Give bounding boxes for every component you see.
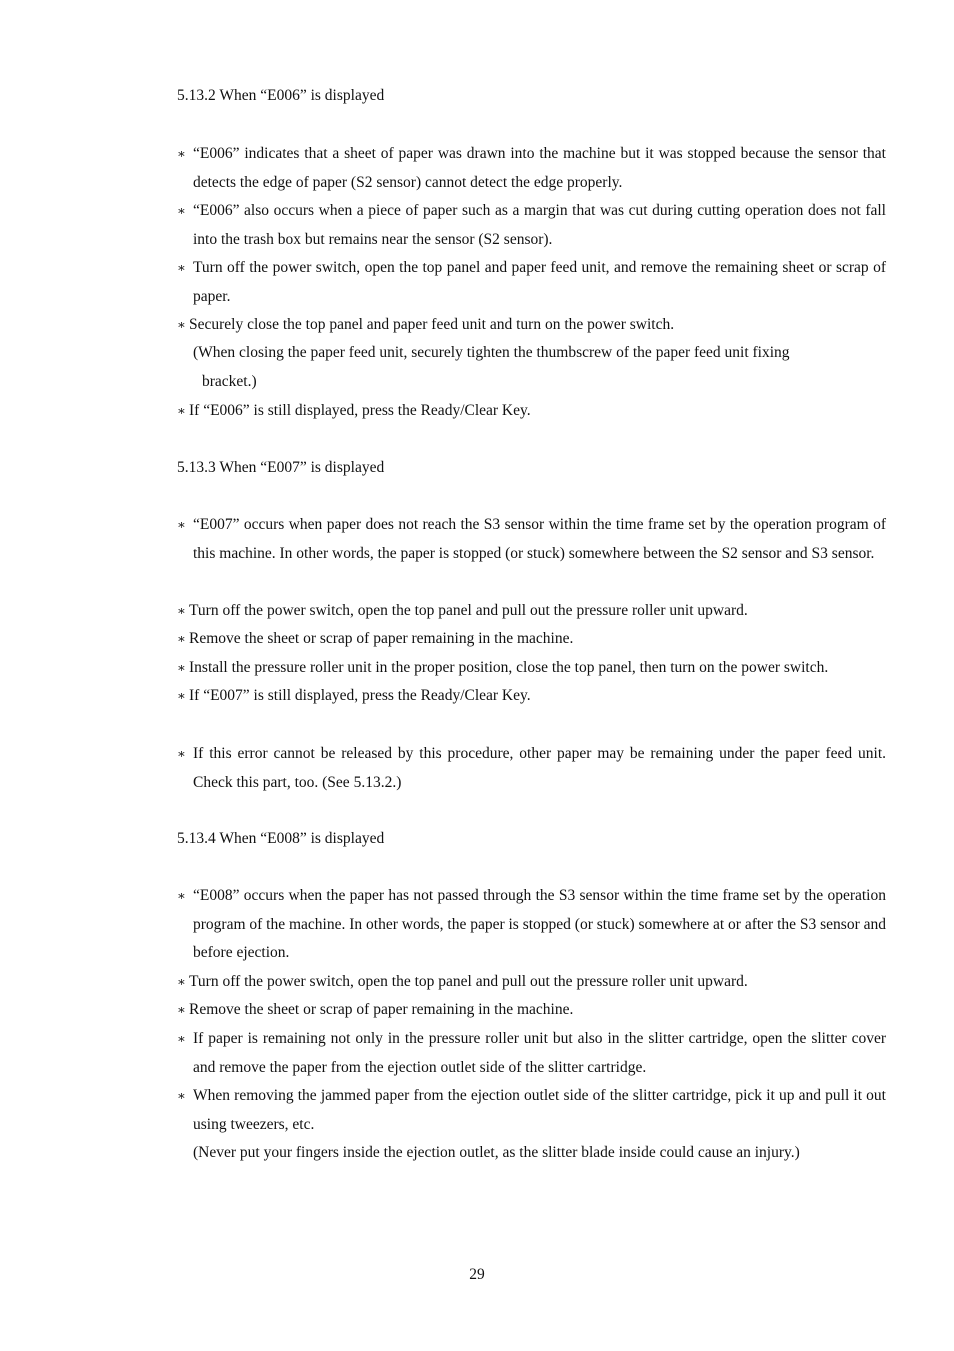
bullet-icon: ∗: [177, 746, 186, 761]
bullet-icon: ∗: [177, 888, 186, 903]
list-item-text: If this error cannot be released by this procedure, other paper may be remaining under the paper feed unit. Check this part, too. (See 5.13.2.): [193, 745, 886, 791]
list-item-text: “E008” occurs when the paper has not passed through the S3 sensor within the time frame set by the operation program of the machine. In other words, the paper is stopped (or stuck) somewhere at or after the S3 sensor and before ejection.: [193, 887, 886, 961]
list-item: [177, 197, 886, 254]
list-item: [177, 654, 886, 683]
bullet-icon: ∗: [177, 631, 186, 646]
note-line: (When closing the paper feed unit, securely tighten the thumbscrew of the paper feed unit fixing: [193, 344, 790, 361]
list-item-text: Turn off the power switch, open the top panel and pull out the pressure roller unit upward.: [189, 602, 748, 619]
bullet-icon: ∗: [177, 1031, 186, 1046]
list-item: [177, 1025, 886, 1082]
list-item: [177, 140, 886, 197]
bullet-icon: ∗: [177, 660, 186, 675]
section-heading-e008: 5.13.4 When “E008” is displayed: [177, 830, 385, 847]
list-item-text: Turn off the power switch, open the top panel and pull out the pressure roller unit upward.: [189, 973, 748, 990]
list-item-text: Remove the sheet or scrap of paper remaining in the machine.: [189, 630, 574, 647]
list-item: [177, 511, 886, 568]
list-item-text: “E007” occurs when paper does not reach the S3 sensor within the time frame set by the operation program of this machine. In other words, the paper is stopped (or stuck) somewhere between the S2 sensor and S3 sensor.: [193, 516, 886, 562]
bullet-icon: ∗: [177, 517, 186, 532]
list-item: [177, 1082, 886, 1139]
list-item: [177, 740, 886, 797]
list-item-text: If “E006” is still displayed, press the Ready/Clear Key.: [189, 402, 531, 419]
note-text: (Never put your fingers inside the ejection outlet, as the slitter blade inside could cause an injury.): [193, 1144, 800, 1161]
list-item-text: If paper is remaining not only in the pressure roller unit but also in the slitter cartridge, open the slitter cover and remove the paper from the ejection outlet side of the slitter cartridge.: [193, 1030, 886, 1076]
note-line: bracket.): [202, 372, 257, 390]
list-item: [177, 682, 886, 711]
list-item: [177, 996, 886, 1025]
list-item-text: Securely close the top panel and paper feed unit and turn on the power switch.: [189, 316, 675, 333]
section-heading-e007: 5.13.3 When “E007” is displayed: [177, 459, 385, 476]
list-item-text: Install the pressure roller unit in the proper position, close the top panel, then turn on the power switch.: [189, 659, 829, 676]
list-item-text: When removing the jammed paper from the ejection outlet side of the slitter cartridge, pick it up and pull it out using tweezers, etc.: [193, 1087, 886, 1133]
bullet-icon: ∗: [177, 317, 186, 332]
bullet-icon: ∗: [177, 688, 186, 703]
list-item-text: “E006” indicates that a sheet of paper was drawn into the machine but it was stopped because the sensor that detects the edge of paper (S2 sensor) cannot detect the edge properly.: [193, 145, 886, 191]
list-item-text: Remove the sheet or scrap of paper remaining in the machine.: [189, 1001, 574, 1018]
section-heading-e006: 5.13.2 When “E006” is displayed: [177, 87, 385, 104]
page-number: 29: [469, 1266, 485, 1283]
bullet-icon: ∗: [177, 260, 186, 275]
list-item: [177, 254, 886, 311]
bullet-icon: ∗: [177, 974, 186, 989]
list-item-text: Turn off the power switch, open the top panel and paper feed unit, and remove the remaining sheet or scrap of paper.: [193, 259, 886, 305]
bullet-icon: ∗: [177, 203, 186, 218]
list-item-text: “E006” also occurs when a piece of paper such as a margin that was cut during cutting operation does not fall into the trash box but remains near the sensor (S2 sensor).: [193, 202, 886, 248]
list-item: [177, 968, 886, 997]
bullet-icon: ∗: [177, 1002, 186, 1017]
list-item-text: If “E007” is still displayed, press the Ready/Clear Key.: [189, 687, 531, 704]
bullet-icon: ∗: [177, 1088, 186, 1103]
bullet-icon: ∗: [177, 603, 186, 618]
list-item: [177, 397, 886, 426]
list-item: [177, 625, 886, 654]
bullet-icon: ∗: [177, 146, 186, 161]
bullet-icon: ∗: [177, 403, 186, 418]
list-item: [177, 311, 886, 340]
note-text: [193, 339, 886, 396]
list-item: [177, 882, 886, 968]
list-item: [177, 597, 886, 626]
